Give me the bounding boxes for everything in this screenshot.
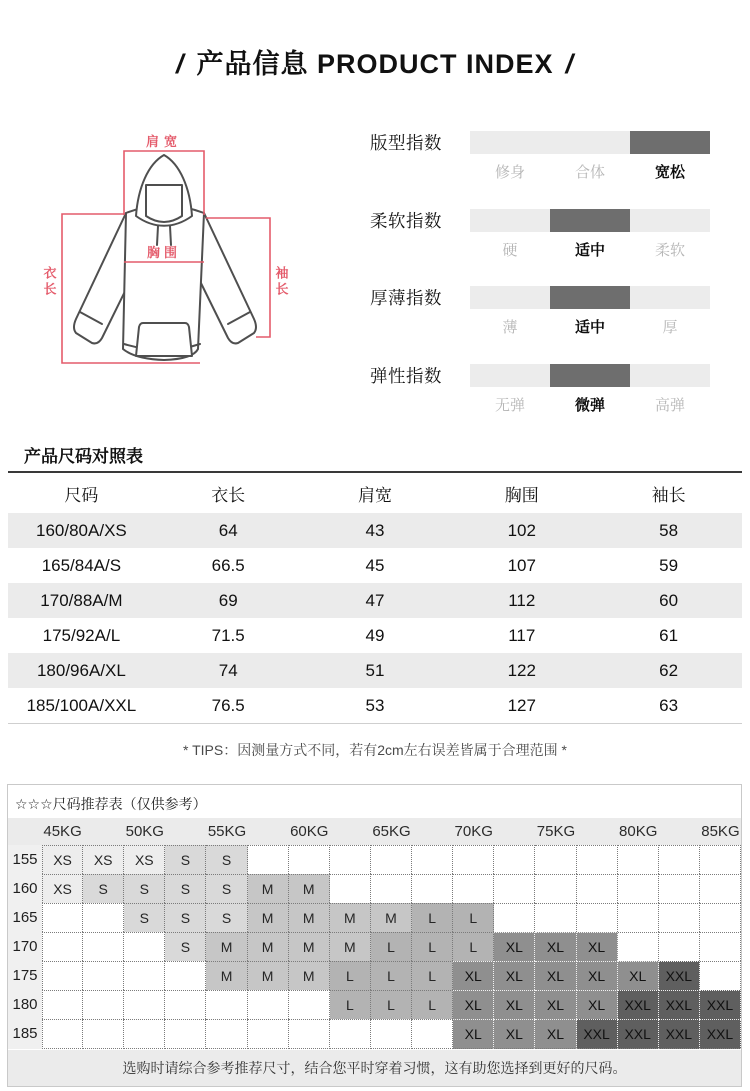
- size-table-cell: 71.5: [211, 625, 245, 645]
- size-cell: M: [289, 961, 330, 990]
- weight-header-cell: 85KG: [701, 823, 740, 840]
- size-cell: L: [371, 990, 412, 1019]
- size-cell: [289, 990, 330, 1019]
- size-table-header-row: [8, 472, 742, 513]
- index-row: [370, 286, 715, 364]
- size-table-cell: 58: [659, 520, 679, 540]
- index-option: 柔软: [654, 241, 685, 259]
- size-cell: XL: [453, 961, 494, 990]
- size-cell: L: [453, 932, 494, 961]
- size-table-header-cell: 衣长: [211, 485, 246, 505]
- size-cell: XXL: [618, 1019, 659, 1049]
- size-table-header-cell: 肩宽: [357, 485, 392, 505]
- size-cell: [248, 1019, 289, 1049]
- weight-header-cell: 65KG: [372, 823, 411, 840]
- size-cell: [206, 1019, 247, 1049]
- page-title: [0, 42, 750, 81]
- recommendation-heading: ☆☆☆尺码推荐表（仅供参考）: [15, 796, 207, 812]
- size-cell: S: [206, 845, 247, 874]
- size-cell: [577, 874, 618, 903]
- index-bar-line: [370, 286, 715, 309]
- size-cell: [289, 1019, 330, 1049]
- size-cell: [494, 845, 535, 874]
- size-cell: [412, 874, 453, 903]
- size-table-cell: 60: [659, 590, 679, 610]
- size-cell: [330, 845, 371, 874]
- size-cell: XS: [124, 845, 165, 874]
- size-cell: [659, 903, 700, 932]
- size-cell: [42, 1019, 83, 1049]
- size-cell: [371, 845, 412, 874]
- size-cell: M: [248, 903, 289, 932]
- hoodie-right-sleeve: [195, 213, 256, 343]
- size-cell: [124, 1019, 165, 1049]
- index-option: 适中: [574, 241, 605, 259]
- size-cell: [330, 874, 371, 903]
- size-cell: [165, 961, 206, 990]
- size-cell: XL: [535, 961, 576, 990]
- size-cell: [618, 932, 659, 961]
- size-table-cell: 102: [507, 520, 536, 540]
- size-cell: XXL: [659, 1019, 700, 1049]
- recommendation-box: [7, 784, 742, 1087]
- size-cell: S: [165, 874, 206, 903]
- size-cell: [412, 1019, 453, 1049]
- index-option: 薄: [502, 319, 518, 337]
- shoulder-width-label: 肩宽: [145, 134, 183, 149]
- index-bar: [470, 286, 710, 309]
- size-cell: [659, 932, 700, 961]
- size-cell: [700, 874, 741, 903]
- size-table-cell: 63: [659, 695, 679, 715]
- index-row: [370, 209, 715, 287]
- size-cell: [700, 903, 741, 932]
- size-cell: L: [371, 961, 412, 990]
- hoodie-measurement-diagram: [40, 116, 360, 391]
- size-cell: [83, 903, 124, 932]
- size-cell: [248, 845, 289, 874]
- size-cell: XL: [494, 961, 535, 990]
- size-cell: [494, 903, 535, 932]
- index-options: [470, 161, 710, 182]
- size-table-cell: 165/84A/S: [41, 555, 122, 575]
- size-table-cell: 43: [365, 520, 385, 540]
- index-bar-active-segment: [550, 364, 630, 387]
- index-row: [370, 131, 715, 209]
- weight-header-row: [8, 818, 741, 845]
- size-table-row: [8, 688, 742, 724]
- index-option: 宽松: [654, 164, 685, 181]
- size-cell: [124, 932, 165, 961]
- size-cell: XL: [577, 961, 618, 990]
- size-cell: [700, 845, 741, 874]
- index-options: [470, 394, 710, 415]
- size-cell: M: [371, 903, 412, 932]
- size-table-cell: 127: [507, 695, 536, 715]
- size-cell: M: [248, 932, 289, 961]
- index-panel: [370, 131, 715, 442]
- size-cell: [659, 874, 700, 903]
- size-table-cell: 45: [365, 555, 385, 575]
- height-label-cell: 185: [8, 1019, 42, 1049]
- size-cell: [535, 845, 576, 874]
- recommendation-grid: [8, 845, 741, 1048]
- size-cell: XL: [618, 961, 659, 990]
- size-cell: [371, 874, 412, 903]
- size-cell: L: [412, 932, 453, 961]
- index-row: [370, 364, 715, 442]
- recommendation-grid-row: [8, 874, 741, 903]
- index-label: 柔软指数: [370, 210, 442, 231]
- index-bar: [470, 131, 710, 154]
- size-cell: [700, 932, 741, 961]
- height-label-cell: 180: [8, 990, 42, 1019]
- size-cell: XXL: [618, 990, 659, 1019]
- size-cell: L: [412, 961, 453, 990]
- index-bar: [470, 364, 710, 387]
- index-bar: [470, 209, 710, 232]
- index-option: 合体: [574, 164, 605, 181]
- height-label-cell: 170: [8, 932, 42, 961]
- size-cell: [124, 961, 165, 990]
- size-cell: M: [330, 903, 371, 932]
- size-table-cell: 117: [508, 625, 536, 645]
- size-cell: XL: [535, 1019, 576, 1049]
- size-cell: M: [289, 874, 330, 903]
- size-cell: S: [206, 874, 247, 903]
- size-cell: S: [124, 903, 165, 932]
- size-cell: XXL: [700, 1019, 741, 1049]
- size-table-cell: 107: [507, 555, 536, 575]
- size-cell: XL: [453, 1019, 494, 1049]
- size-table-cell: 66.5: [211, 555, 245, 575]
- size-cell: [494, 874, 535, 903]
- size-cell: L: [371, 932, 412, 961]
- size-cell: L: [330, 990, 371, 1019]
- index-bar-active-segment: [630, 131, 710, 154]
- size-cell: XXL: [659, 990, 700, 1019]
- size-table-row: [8, 618, 742, 653]
- size-table-cell: 175/92A/L: [42, 625, 121, 645]
- size-cell: XL: [494, 932, 535, 961]
- recommendation-note: 选购时请综合参考推荐尺寸，结合您平时穿着习惯，这有助您选择到更好的尺码。: [8, 1050, 741, 1086]
- index-bar-line: [370, 131, 715, 154]
- recommendation-grid-row: [8, 932, 741, 961]
- tips-note: * TIPS：因测量方式不同，若有2cm左右误差皆属于合理范围 *: [183, 742, 567, 758]
- size-table-cell: 170/88A/M: [40, 590, 123, 610]
- height-label-cell: 160: [8, 874, 42, 903]
- length-label: 衣长: [41, 266, 57, 298]
- size-table-cell: 74: [218, 660, 238, 680]
- size-table-cell: 180/96A/XL: [36, 660, 126, 680]
- size-cell: XL: [577, 990, 618, 1019]
- index-bar-active-segment: [550, 286, 630, 309]
- title-slash-right: /: [565, 49, 575, 79]
- size-cell: XXL: [700, 990, 741, 1019]
- size-cell: XL: [577, 932, 618, 961]
- size-cell: XL: [453, 990, 494, 1019]
- index-options: [470, 239, 710, 260]
- size-cell: [535, 903, 576, 932]
- weight-header-cell: 60KG: [290, 823, 329, 840]
- size-cell: [577, 903, 618, 932]
- size-cell: [618, 903, 659, 932]
- size-cell: [371, 1019, 412, 1049]
- size-table-head: [8, 472, 742, 513]
- size-cell: [453, 845, 494, 874]
- index-option: 硬: [502, 241, 518, 259]
- size-cell: S: [124, 874, 165, 903]
- weight-header-cell: 70KG: [454, 823, 493, 840]
- recommendation-grid-row: [8, 1019, 741, 1048]
- size-table-cell: 185/100A/XXL: [26, 695, 137, 715]
- index-options: [470, 316, 710, 337]
- size-table-cell: 160/80A/XS: [36, 520, 127, 540]
- size-table-cell: 76.5: [211, 695, 245, 715]
- size-cell: XS: [83, 845, 124, 874]
- size-table-cell: 53: [365, 695, 385, 715]
- index-option: 微弹: [574, 397, 605, 415]
- size-table-cell: 122: [507, 660, 536, 680]
- size-cell: [83, 1019, 124, 1049]
- recommendation-grid-row: [8, 903, 741, 932]
- size-cell: [618, 845, 659, 874]
- size-cell: L: [412, 990, 453, 1019]
- index-bar-line: [370, 209, 715, 232]
- index-option: 修身: [494, 164, 525, 181]
- size-cell: M: [330, 932, 371, 961]
- weight-header-cell: 80KG: [619, 823, 658, 840]
- size-cell: S: [83, 874, 124, 903]
- recommendation-grid-row: [8, 845, 741, 874]
- size-cell: [165, 1019, 206, 1049]
- size-table-cell: 69: [218, 590, 238, 610]
- size-table-row: [8, 548, 742, 583]
- size-cell: XS: [42, 874, 83, 903]
- size-cell: XXL: [577, 1019, 618, 1049]
- size-cell: M: [206, 961, 247, 990]
- size-cell: [206, 990, 247, 1019]
- size-cell: [165, 990, 206, 1019]
- size-table-cell: 47: [365, 590, 385, 610]
- size-cell: [453, 874, 494, 903]
- size-cell: S: [165, 932, 206, 961]
- size-cell: L: [412, 903, 453, 932]
- sleeve-label: 袖长: [273, 266, 289, 298]
- recommendation-grid-row: [8, 961, 741, 990]
- size-cell: L: [453, 903, 494, 932]
- size-cell: [330, 1019, 371, 1049]
- size-cell: [42, 903, 83, 932]
- size-cell: S: [206, 903, 247, 932]
- index-bar-line: [370, 364, 715, 387]
- size-cell: M: [289, 932, 330, 961]
- weight-header-cell: 75KG: [536, 823, 576, 840]
- size-cell: XL: [494, 990, 535, 1019]
- size-cell: L: [330, 961, 371, 990]
- size-cell: [535, 874, 576, 903]
- size-cell: XL: [535, 990, 576, 1019]
- size-table-row: [8, 653, 742, 688]
- size-table-row: [8, 583, 742, 618]
- size-table-header-cell: 袖长: [651, 485, 686, 505]
- size-cell: [700, 961, 741, 990]
- size-cell: [618, 874, 659, 903]
- size-table-cell: 112: [508, 590, 536, 610]
- index-bar-active-segment: [550, 209, 630, 232]
- size-cell: M: [248, 961, 289, 990]
- size-cell: [659, 845, 700, 874]
- size-cell: [42, 990, 83, 1019]
- size-table-body: [8, 513, 742, 724]
- chest-label: 胸围: [146, 245, 182, 260]
- size-table-cell: 49: [365, 625, 385, 645]
- size-table-heading: 产品尺码对照表: [24, 447, 143, 466]
- size-cell: S: [165, 845, 206, 874]
- size-table-header-cell: 胸围: [504, 485, 539, 505]
- kangaroo-pocket: [136, 323, 192, 356]
- size-cell: XXL: [659, 961, 700, 990]
- size-cell: [42, 961, 83, 990]
- index-label: 版型指数: [370, 133, 442, 153]
- size-cell: M: [289, 903, 330, 932]
- size-cell: XS: [42, 845, 83, 874]
- size-cell: [412, 845, 453, 874]
- weight-header-cell: 45KG: [43, 823, 82, 840]
- size-cell: [248, 990, 289, 1019]
- size-cell: [289, 845, 330, 874]
- index-option: 无弹: [494, 397, 525, 415]
- index-option: 适中: [574, 319, 605, 337]
- weight-header-cell: 50KG: [125, 823, 164, 840]
- size-cell: [83, 961, 124, 990]
- weight-header-cell: 55KG: [207, 823, 247, 840]
- height-label-cell: 175: [8, 961, 42, 990]
- size-cell: M: [248, 874, 289, 903]
- hood-opening: [146, 185, 182, 222]
- size-table: [8, 471, 742, 724]
- size-table-cell: 51: [365, 660, 385, 680]
- size-cell: M: [206, 932, 247, 961]
- size-table-cell: 64: [218, 520, 238, 540]
- size-cell: [83, 990, 124, 1019]
- size-table-header-cell: 尺码: [64, 485, 99, 505]
- size-table-row: [8, 513, 742, 548]
- height-label-cell: 165: [8, 903, 42, 932]
- size-table-cell: 61: [659, 625, 679, 645]
- size-table-cell: 59: [659, 555, 679, 575]
- title-slash-left: /: [175, 49, 185, 79]
- recommendation-grid-row: [8, 990, 741, 1019]
- index-option: 厚: [662, 319, 678, 337]
- size-cell: XL: [494, 1019, 535, 1049]
- height-label-cell: 155: [8, 845, 42, 874]
- title-text: 产品信息 PRODUCT INDEX: [196, 49, 554, 79]
- index-label: 弹性指数: [370, 366, 442, 387]
- size-cell: [124, 990, 165, 1019]
- index-label: 厚薄指数: [370, 288, 442, 309]
- size-cell: [83, 932, 124, 961]
- size-cell: [42, 932, 83, 961]
- index-option: 高弹: [654, 397, 685, 415]
- size-table-cell: 62: [659, 660, 679, 680]
- size-cell: XL: [535, 932, 576, 961]
- size-cell: [577, 845, 618, 874]
- size-cell: S: [165, 903, 206, 932]
